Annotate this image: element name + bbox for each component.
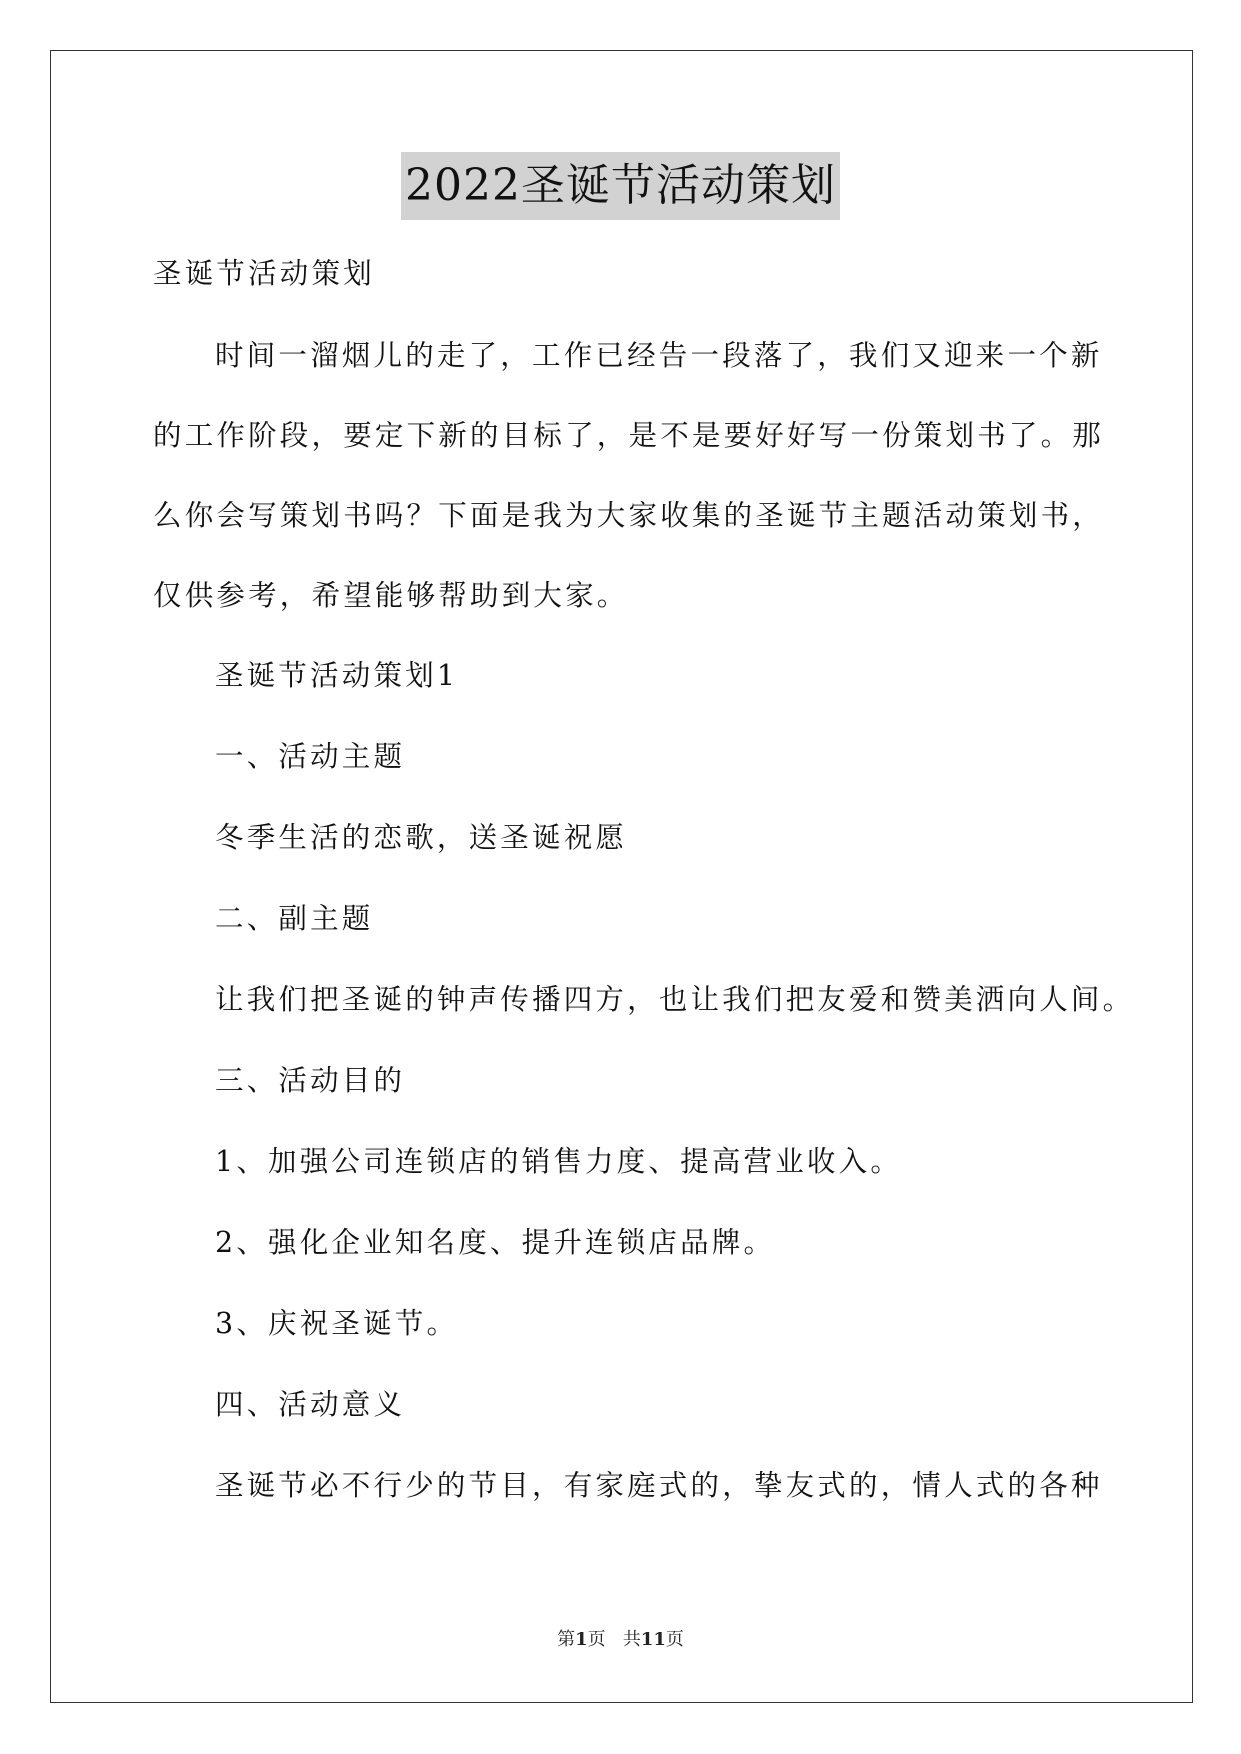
body-line: 么你会写策划书吗？下面是我为大家收集的圣诞节主题活动策划书，	[153, 499, 1105, 532]
body-line: 冬季生活的恋歌，送圣诞祝愿	[215, 821, 628, 854]
footer-total-suffix: 页	[665, 1629, 684, 1650]
footer-page-suffix: 页	[587, 1629, 606, 1650]
body-line: 时间一溜烟儿的走了，工作已经告一段落了，我们又迎来一个新	[215, 339, 1103, 372]
section-heading: 圣诞节活动策划1	[215, 659, 459, 692]
list-item: 2、强化企业知名度、提升连锁店品牌。	[215, 1226, 776, 1259]
section-heading: 二、副主题	[215, 902, 374, 935]
document-title-wrapper	[0, 152, 1241, 225]
document-title: 2022圣诞节活动策划	[401, 152, 840, 220]
section-heading: 一、活动主题	[215, 740, 406, 773]
body-line: 的工作阶段，要定下新的目标了，是不是要好好写一份策划书了。那	[153, 419, 1105, 452]
section-heading: 四、活动意义	[215, 1388, 406, 1421]
list-item: 1、加强公司连锁店的销售力度、提高营业收入。	[215, 1145, 903, 1178]
footer-page-number: 1	[575, 1629, 588, 1650]
footer-total-prefix: 共	[622, 1629, 641, 1650]
page-footer	[0, 1628, 1241, 1652]
list-item: 3、庆祝圣诞节。	[215, 1307, 459, 1340]
body-line: 圣诞节必不行少的节目，有家庭式的，挚友式的，情人式的各种	[215, 1469, 1103, 1502]
section-heading: 三、活动目的	[215, 1064, 406, 1097]
body-line: 仅供参考，希望能够帮助到大家。	[153, 579, 629, 612]
footer-page-prefix: 第	[557, 1629, 576, 1650]
body-line: 让我们把圣诞的钟声传播四方，也让我们把友爱和赞美洒向人间。	[215, 983, 1135, 1016]
page-border	[50, 50, 1193, 1703]
footer-total-pages: 11	[640, 1629, 666, 1650]
subtitle-line: 圣诞节活动策划	[153, 257, 375, 290]
